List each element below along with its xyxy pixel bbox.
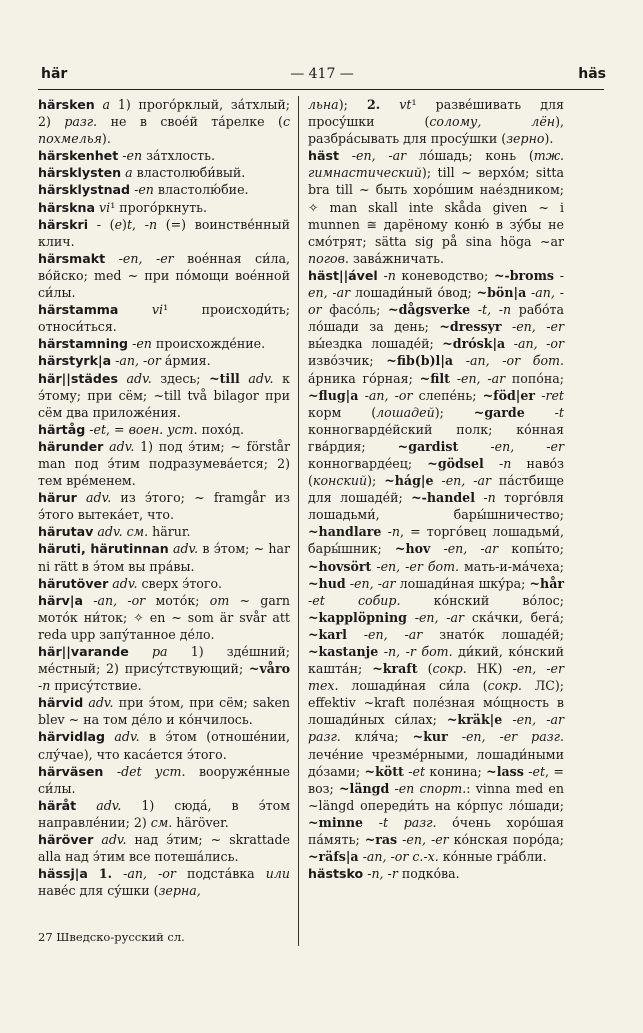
- left-guide-word: här: [41, 66, 68, 82]
- dictionary-entry: härutav adv. см. härur.: [38, 524, 191, 540]
- dictionary-entry: härskri - (e)t, -n (=) воинстве́нный клич.: [38, 216, 290, 249]
- dictionary-entry: härutöver adv. сверх э́того.: [38, 575, 223, 591]
- dictionary-entry: hässj|a 1. -an, -or подста́вка или наве́с для су́шки (зерна,: [38, 866, 290, 899]
- dictionary-entry: härsken a 1) прого́рклый, за́тхлый; 2) разг. не в свое́й та́релке (с похмелья).: [38, 97, 290, 147]
- dictionary-entry: härsklystnad -en властолю́бие.: [38, 182, 249, 198]
- running-header: [38, 66, 606, 88]
- dictionary-entry: häst||ável -n коневодство; ~-broms -en, -ar лошади́ный о́вод; ~bön|a -an, -or фасо́ль; ~dågsverke -t, -n рабо́та ло́шади за день; ~dressyr -en, -er вы́ездка лошаде́й; ~drósk|a -an, -or изво́зчик; ~fib(b)l|a -an, -or бот. а́рника го́рная; ~filt -en, -ar попо́на; ~flug|a -an, -or слепе́нь; ~föd|er -ret корм (лошадей); ~garde -t конногварде́йский полк; ко́нная гва́рдия; ~gardist -en, -er конногварде́ец; ~gödsel -n наво́з (конский); ~hág|e -en, -ar па́стбище для лошаде́й; ~-handel -n торго́вля лошадьми́, бары́шничество; ~handlare -n, = торго́вец лошадьми́, бары́шник; ~hov -en, -ar копы́то; ~hovsört -en, -er бот. мать-и-ма́чеха; ~hud -en, -ar лошади́ная шку́ра; ~hår -et собир. ко́нский во́лос; ~kapplöpning -en, -ar ска́чки, бега́; ~karl -en, -ar знато́к лошаде́й; ~kastanje -n, -r бот. ди́кий, ко́нский кашта́н; ~kraft (сокр. НК) -en, -er тех. лошади́ная си́ла (сокр. ЛС); effektiv ~kraft поле́зная мо́щность в лошади́ных си́лах; ~kräk|e -en, -ar разг. кля́ча; ~kur -en, -er разг. лече́ние чрезме́рными, лошади́ными до́зами; ~kött -et конина; ~lass -et, = воз; ~längd -en спорт.: vinna med en ~längd опереди́ть на ко́рпус ло́шади; ~minne -t разг. о́чень хоро́шая па́мять; ~ras -en, -er ко́нская поро́да; ~räfs|a -an, -or с.-х. ко́нные гра́бли.: [308, 267, 565, 865]
- dictionary-entry: här||städes adv. здесь; ~till adv. к э́тому; при сём; ~till två bilagor при сём два приложе́ния.: [38, 370, 290, 420]
- dictionary-entry: häröver adv. над э́тим; ~ skrattade alla над э́тим все потеша́лись.: [38, 832, 290, 865]
- dictionary-entry: häst -en, -ar ло́шадь; конь (тж. гимнастический); till ~ верхо́м; sitta bra till ~ быть хоро́шим нае́здником; ✧ man skall inte skåda given ~ i munnen ≅ дарёному коню́ в зу́бы не смо́трят; sätta sig på sina höga ~ar погов. зава́жничать.: [308, 148, 565, 266]
- dictionary-entry: härskenhet -en за́тхлость.: [38, 148, 216, 164]
- page-number: — 417 —: [290, 66, 354, 82]
- column-divider: [298, 96, 299, 946]
- dictionary-entry: härsklysten a властолюби́вый.: [38, 165, 246, 181]
- right-column: [308, 96, 564, 882]
- dictionary-entry: härunder adv. 1) под э́тим; ~ förstår man под э́тим подразумева́ется; 2) тем вре́менем.: [38, 438, 290, 489]
- dictionary-entry: härvidlag adv. в э́том (отноше́нии, слу́чае), что каса́ется э́того.: [38, 729, 290, 762]
- dictionary-entry: льна); 2. vt¹ разве́шивать для просу́шки (солому, лён), разбра́сывать для просу́шки (зерно).: [308, 97, 564, 147]
- dictionary-entry: härsmakt -en, -er вое́нная си́ла, во́йско; med ~ при по́мощи вое́нной си́лы.: [38, 250, 290, 301]
- dictionary-entry: härtåg -et, = воен. уст. похо́д.: [38, 421, 244, 437]
- right-guide-word: häs: [578, 66, 606, 82]
- dictionary-entry: härv|a -an, -or мото́к; от ~ garn мото́к ни́ток; ✧ en ~ som är svår att reda upp запу́танное де́ло.: [38, 592, 290, 642]
- left-column: [38, 96, 290, 899]
- dictionary-entry: härstamma vi¹ происходи́ть; относи́ться.: [38, 302, 290, 335]
- header-rule: [38, 89, 604, 90]
- dictionary-entry: häruti, härutinnan adv. в э́том; ~ har ni rätt в э́том вы пра́вы.: [38, 541, 290, 574]
- dictionary-entry: härstamning -en происхожде́ние.: [38, 336, 266, 352]
- dictionary-entry: härväsen -det уст. вооруже́нные си́лы.: [38, 763, 290, 796]
- dictionary-entry: härstyrk|a -an, -or а́рмия.: [38, 353, 211, 369]
- signature-mark: 27 Шведско-русский сл.: [38, 930, 185, 944]
- dictionary-entry: härvid adv. при э́том, при сём; saken blev ~ на том де́ло и ко́нчилось.: [38, 695, 291, 728]
- dictionary-entry: hästsko -n, -r подко́ва.: [308, 866, 460, 882]
- dictionary-entry: härskna vi¹ прого́ркнуть.: [38, 199, 208, 215]
- dictionary-entry: härur adv. из э́того; ~ framgår из э́того вытека́ет, что.: [38, 490, 290, 523]
- dictionary-entry: häråt adv. 1) сюда́, в э́том направле́нии; 2) см. häröver.: [38, 797, 290, 830]
- dictionary-entry: här||varande pa 1) зде́шний; ме́стный; 2) прису́тствующий; ~våro -n прису́тствие.: [38, 644, 290, 694]
